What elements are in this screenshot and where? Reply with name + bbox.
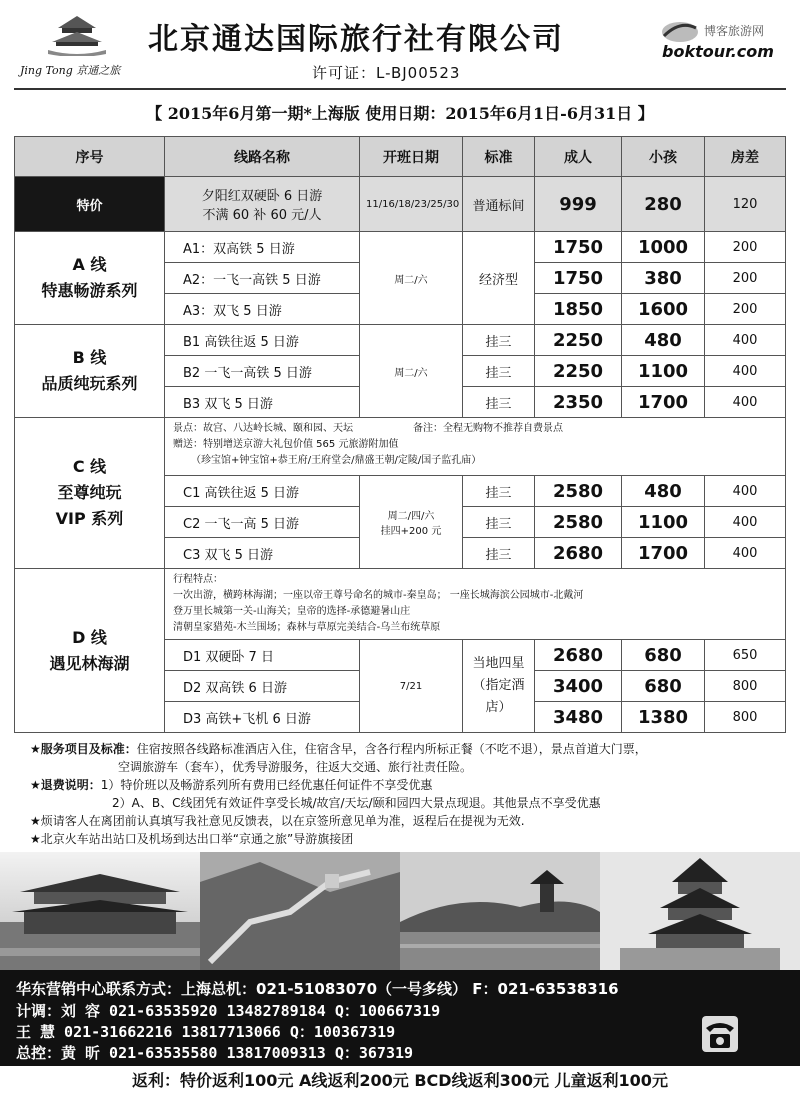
route-name: D3 高铁+飞机 6 日游	[165, 702, 360, 733]
adult-price: 2350	[535, 387, 622, 418]
table-row-special	[15, 177, 786, 232]
child-price: 1700	[622, 538, 705, 569]
table-row-d-notes	[15, 569, 786, 640]
child-price: 480	[622, 325, 705, 356]
series-c-name: 至尊纯玩	[57, 483, 122, 502]
child-price: 1600	[622, 294, 705, 325]
room-diff: 800	[705, 702, 786, 733]
route-name: A2：一飞一高铁 5 日游	[165, 263, 360, 294]
refund-label: ★退费说明：	[30, 778, 101, 792]
child-price: 1100	[622, 507, 705, 538]
company-name: 北京通达国际旅行社有限公司	[148, 22, 564, 57]
room-diff: 650	[705, 640, 786, 671]
room-diff: 400	[705, 356, 786, 387]
telephone-icon	[700, 1014, 740, 1054]
service-notes	[30, 740, 785, 848]
contact-panel	[0, 970, 800, 1066]
photo-strip	[0, 852, 800, 970]
c-note-gift-detail: （珍宝馆+钟宝馆+恭王府/王府堂会/鼎盛王朝/定陵/国子监孔庙）	[191, 455, 482, 466]
c-note-remark: 备注：全程无购物不推荐自费景点	[413, 423, 563, 434]
boktour-logo	[660, 18, 785, 68]
special-room: 120	[705, 177, 786, 232]
contact-hotline: 华东营销中心联系方式：上海总机：021-51083070（一号多线） F：021-63538316	[16, 980, 619, 998]
adult-price: 2250	[535, 356, 622, 387]
standard: 挂三	[463, 507, 535, 538]
child-price: 480	[622, 476, 705, 507]
c-note-gift: 赠送：特别增送京游大礼包价值 565 元旅游附加值	[173, 439, 399, 450]
standard: 挂三	[463, 538, 535, 569]
c-upgrade: 挂四+200 元	[380, 526, 442, 537]
c-note-sights: 景点：故宫、八达岭长城、颐和园、天坛	[173, 423, 353, 434]
adult-price: 2680	[535, 640, 622, 671]
series-d-notes	[165, 569, 786, 640]
series-d-code: D 线	[72, 627, 107, 647]
route-name: B1 高铁往返 5 日游	[165, 325, 360, 356]
series-d-name: 遇见林海湖	[49, 653, 130, 673]
header-divider	[14, 88, 786, 90]
standard: 挂三	[463, 325, 535, 356]
room-diff: 200	[705, 294, 786, 325]
landmark-photos	[0, 852, 800, 970]
c-dates: 周二/四/六	[387, 511, 435, 522]
table-header-row	[15, 137, 786, 177]
series-a-dates: 周二/六	[360, 232, 463, 325]
route-name: D2 双高铁 6 日游	[165, 671, 360, 702]
child-price: 680	[622, 671, 705, 702]
room-diff: 400	[705, 507, 786, 538]
refund-text-1: 1）特价班以及畅游系列所有费用已经优惠任何证件不享受优惠	[100, 778, 433, 792]
col-header: 小孩	[622, 137, 705, 177]
adult-price: 2580	[535, 507, 622, 538]
series-c	[15, 418, 165, 569]
series-c-code: C 线	[72, 457, 107, 476]
col-header: 线路名称	[165, 137, 360, 177]
series-b-name: 品质纯玩系列	[41, 374, 138, 393]
special-standard: 普通标间	[463, 177, 535, 232]
series-a-code: A 线	[72, 255, 107, 274]
series-c-vip: VIP 系列	[55, 509, 124, 528]
refund-text-2: 2）A、B、C线团凭有效证件享受长城/故宫/天坛/颐和园四大景点现退。其他景点不享受优惠	[112, 796, 601, 810]
adult-price: 1750	[535, 232, 622, 263]
adult-price: 2580	[535, 476, 622, 507]
special-child: 280	[622, 177, 705, 232]
room-diff: 800	[705, 671, 786, 702]
boktour-cn: 博客旅游网	[704, 24, 765, 38]
great-wall-photo	[200, 852, 400, 970]
temple-of-heaven-photo	[600, 852, 800, 970]
table-row	[15, 325, 786, 356]
price-table	[14, 136, 786, 733]
room-diff: 400	[705, 476, 786, 507]
special-route-line1: 夕阳红双硬卧 6 日游	[201, 189, 323, 204]
service-text-2: 空调旅游车（套车），优秀导游服务，往返大交通、旅行社责任险。	[118, 760, 473, 774]
series-a-name: 特惠畅游系列	[41, 281, 138, 300]
child-price: 380	[622, 263, 705, 294]
summer-palace-photo	[400, 852, 600, 970]
special-adult: 999	[535, 177, 622, 232]
adult-price: 2680	[535, 538, 622, 569]
child-price: 1000	[622, 232, 705, 263]
swoosh-icon	[660, 18, 700, 44]
d-note-line2: 登万里长城第一关-山海关；皇帝的选择-承德避暑山庄	[173, 606, 411, 617]
special-route	[165, 177, 360, 232]
license-number: 许可证：L-BJ00523	[312, 64, 461, 82]
special-dates: 11/16/18/23/25/30	[360, 177, 463, 232]
route-name: B3 双飞 5 日游	[165, 387, 360, 418]
col-header: 开班日期	[360, 137, 463, 177]
d-note-line3: 清朝皇家猎苑-木兰围场；森林与草原完美结合-乌兰布统草原	[173, 622, 441, 633]
adult-price: 2250	[535, 325, 622, 356]
col-header: 序号	[15, 137, 165, 177]
standard: 挂三	[463, 356, 535, 387]
adult-price: 1750	[535, 263, 622, 294]
series-a-standard: 经济型	[463, 232, 535, 325]
child-price: 680	[622, 640, 705, 671]
room-diff: 200	[705, 232, 786, 263]
route-name: C2 一飞一高 5 日游	[165, 507, 360, 538]
route-name: A3：双飞 5 日游	[165, 294, 360, 325]
series-a	[15, 232, 165, 325]
route-name: D1 双硬卧 7 日	[165, 640, 360, 671]
period-banner: 【 2015年6月第一期*上海版 使用日期：2015年6月1日-6月31日 】	[146, 104, 654, 123]
route-name: A1：双高铁 5 日游	[165, 232, 360, 263]
table-row	[15, 232, 786, 263]
child-price: 1100	[622, 356, 705, 387]
route-name: B2 一飞一高铁 5 日游	[165, 356, 360, 387]
room-diff: 400	[705, 387, 786, 418]
series-c-notes	[165, 418, 786, 476]
adult-price: 3400	[535, 671, 622, 702]
contact-planner-1: 计调：刘 容 021-63535920 13482789184 Q：100667319	[16, 1002, 441, 1020]
boktour-en: boktour.com	[662, 42, 774, 61]
contact-planner-2: 王 慧 021-31662216 13817713066 Q：100367319	[16, 1023, 396, 1041]
rebate-line: 返利：特价返利100元 A线返利200元 BCD线返利300元 儿童返利100元	[132, 1071, 668, 1090]
standard: 挂三	[463, 476, 535, 507]
pickup-note: ★北京火车站出站口及机场到达出口举“京通之旅”导游旗接团	[30, 832, 354, 846]
room-diff: 200	[705, 263, 786, 294]
standard: 挂三	[463, 387, 535, 418]
series-c-dates	[360, 476, 463, 569]
series-b-dates: 周二/六	[360, 325, 463, 418]
child-price: 1700	[622, 387, 705, 418]
temple-roof-icon	[46, 14, 108, 56]
child-price: 1380	[622, 702, 705, 733]
series-d-standard: 当地四星（指定酒店）	[463, 640, 535, 733]
logo-text: Jing Tong 京通之旅	[20, 64, 121, 77]
col-header: 标准	[463, 137, 535, 177]
special-route-line2: 不满 60 补 60 元/人	[202, 208, 322, 223]
adult-price: 1850	[535, 294, 622, 325]
adult-price: 3480	[535, 702, 622, 733]
feedback-note: ★烦请客人在离团前认真填写我社意见反馈表，以在京签所意见单为准，返程后在提视为无效.	[30, 814, 525, 828]
route-name: C1 高铁往返 5 日游	[165, 476, 360, 507]
company-logo	[18, 10, 138, 82]
series-d	[15, 569, 165, 733]
room-diff: 400	[705, 325, 786, 356]
col-header: 成人	[535, 137, 622, 177]
special-label: 特价	[15, 177, 165, 232]
d-note-line1: 一次出游，横跨林海湖；一座以帝王尊号命名的城市-秦皇岛； 一座长城海滨公园城市-北戴河	[173, 590, 584, 601]
series-d-dates: 7/21	[360, 640, 463, 733]
service-label: ★服务项目及标准：	[30, 742, 137, 756]
route-name: C3 双飞 5 日游	[165, 538, 360, 569]
series-b	[15, 325, 165, 418]
table-row-c-notes	[15, 418, 786, 476]
contact-manager: 总控：黄 昕 021-63535580 13817009313 Q：367319	[16, 1044, 414, 1062]
room-diff: 400	[705, 538, 786, 569]
service-text-1: 住宿按照各线路标准酒店入住，住宿含早，含各行程内所标正餐（不吃不退），景点首道大门票，	[136, 742, 647, 756]
series-b-code: B 线	[72, 348, 107, 367]
d-note-title: 行程特点：	[173, 574, 223, 585]
col-header: 房差	[705, 137, 786, 177]
header	[0, 0, 800, 92]
